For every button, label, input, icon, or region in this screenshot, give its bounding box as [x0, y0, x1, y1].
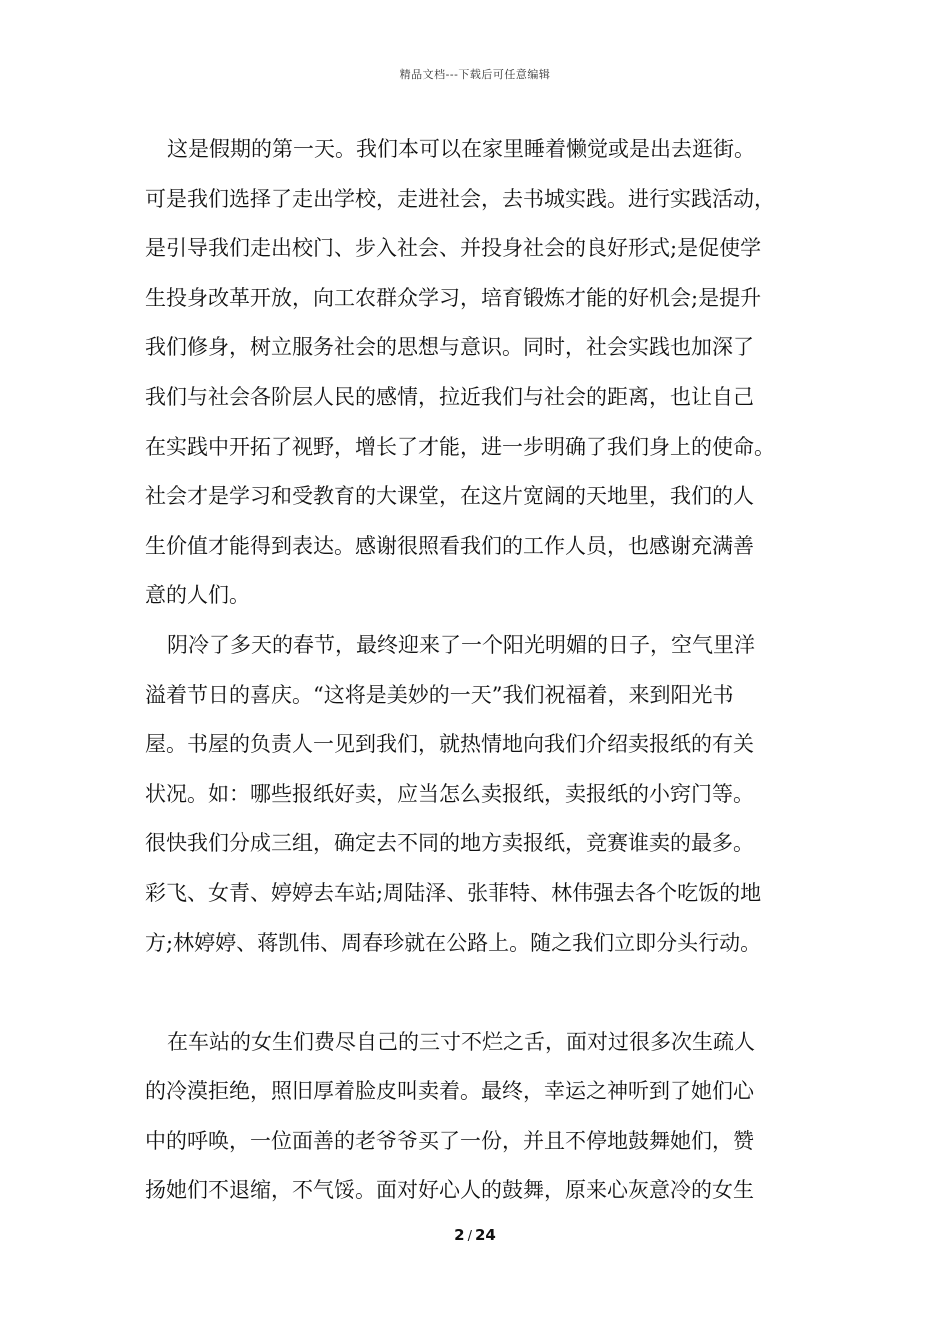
text-line: 阴冷了多天的春节，最终迎来了一个阳光明媚的日子，空气里洋 — [167, 632, 755, 657]
page-header: 精品文档---下载后可任意编辑 — [399, 68, 551, 81]
page-separator: / — [467, 1229, 472, 1244]
text-line: 我们修身，树立服务社会的思想与意识。同时，社会实践也加深了 — [145, 335, 754, 360]
current-page: 2 — [454, 1226, 465, 1244]
text-line: 我们与社会各阶层人民的感情，拉近我们与社会的距离，也让自己 — [145, 384, 754, 409]
text-line: 的冷漠拒绝，照旧厚着脸皮叫卖着。最终，幸运之神听到了她们心 — [145, 1079, 754, 1104]
text-line: 生投身改革开放，向工农群众学习，培育锻炼才能的好机会;是提升 — [145, 285, 762, 310]
paragraph-2 — [145, 621, 815, 968]
text-line: 社会才是学习和受教育的大课堂，在这片宽阔的天地里，我们的人 — [145, 484, 754, 509]
text-line: 溢着节日的喜庆。“这将是美妙的一天”我们祝福着，来到阳光书 — [145, 682, 734, 707]
total-pages: 24 — [474, 1226, 496, 1244]
paragraph-1 — [145, 125, 815, 621]
text-line: 生价值才能得到表达。感谢很照看我们的工作人员，也感谢充满善 — [145, 533, 754, 558]
text-line: 中的呼唤，一位面善的老爷爷买了一份，并且不停地鼓舞她们，赞 — [145, 1128, 754, 1153]
text-line: 屋。书屋的负责人一见到我们，就热情地向我们介绍卖报纸的有关 — [145, 732, 754, 757]
text-line: 在实践中开拓了视野，增长了才能，进一步明确了我们身上的使命。 — [145, 434, 775, 459]
page-number — [0, 1226, 950, 1244]
text-line: 这是假期的第一天。我们本可以在家里睡着懒觉或是出去逛街。 — [167, 137, 755, 161]
paragraph-3 — [145, 1018, 815, 1216]
text-line: 方;林婷婷、蒋凯伟、周春珍就在公路上。随之我们立即分头行动。 — [145, 930, 762, 955]
text-line: 很快我们分成三组，确定去不同的地方卖报纸，竞赛谁卖的最多。 — [145, 831, 754, 856]
text-line: 是引导我们走出校门、步入社会、并投身社会的良好形式;是促使学 — [145, 236, 762, 261]
paragraph-spacer — [145, 968, 815, 1018]
text-line: 意的人们。 — [145, 583, 250, 608]
text-line: 在车站的女生们费尽自己的三寸不烂之舌，面对过很多次生疏人 — [167, 1029, 755, 1054]
text-line: 彩飞、女青、婷婷去车站;周陆泽、张菲特、林伟强去各个吃饭的地 — [145, 880, 762, 905]
text-line: 扬她们不退缩，不气馁。面对好心人的鼓舞，原来心灰意冷的女生 — [145, 1178, 754, 1203]
text-line: 可是我们选择了走出学校，走进社会，去书城实践。进行实践活动， — [145, 186, 775, 211]
text-line: 状况。如：哪些报纸好卖，应当怎么卖报纸，卖报纸的小窍门等。 — [145, 781, 754, 806]
document-body — [145, 125, 815, 1216]
